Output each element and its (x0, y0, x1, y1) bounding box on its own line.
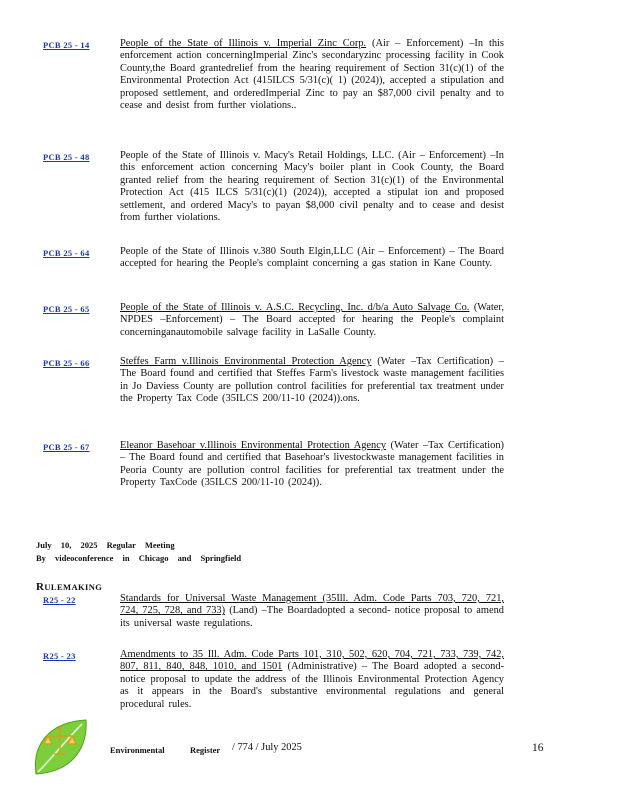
rulemaking-title: Amendments to 35 Ill. Adm. Code Parts 101, 310, 502, 620, 704, 721, 733, 739, 742, 807, 811, 840, 848, 1010, and 1501 (120, 649, 504, 673)
section-heading (36, 581, 102, 593)
case-title: People of the State of Illinois v. Imperial Zinc Corp. (120, 38, 367, 49)
meeting-date: July 10, 2025 Regular Meeting (36, 540, 175, 550)
docket-link[interactable]: R25 - 23 (43, 651, 76, 661)
case-title: People of the State of Illinois v. A.S.C. Recycling, Inc. d/b/a Auto Salvage Co. (120, 302, 470, 313)
entry-body (120, 302, 504, 339)
case-title: People of the State of Illinois v.380 South Elgin,LLC (120, 246, 354, 257)
entry-body (120, 649, 504, 711)
case-title: Steffes Farm v.Illinois Environmental Protection Agency (120, 356, 372, 367)
journal-name-word: Register (190, 745, 221, 755)
entry-body (120, 440, 504, 490)
docket-link[interactable]: PCB 25 - 65 (43, 304, 90, 314)
entry-description: (Air – Enforcement) –In this enforcement action concerning Macy's boiler plant in Cook County, the Board granted relief from the hearing requirement of Section 31(c)(1) of the Environmental Protection Act (415 ILCS 5/31(c)(1) (2024)), accepted a stipulat ion and proposed settlement, and ordered Macy's to payan $8,000 civil penalty and to cease and desist from further violations. (120, 150, 504, 224)
rulemaking-title: Standards for Universal Waste Management (35Ill. Adm. Code Parts 703, 720, 721, 724, 725, 728, and 733) (120, 593, 504, 617)
section-heading-rest: ULEMAKING (44, 582, 103, 592)
docket-link[interactable]: PCB 25 - 48 (43, 152, 90, 162)
docket-link[interactable]: PCB 25 - 67 (43, 442, 90, 452)
entry-body (120, 356, 504, 406)
case-title: People of the State of Illinois v. Macy's Retail Holdings, LLC. (120, 150, 395, 161)
entry-description: (Air – Enforcement) – The Board accepted for hearing the People's complaint concerning a gas station in Kane County. (120, 246, 504, 270)
entry-description: (Air – Enforcement) –In this enforcement action concerningImperial Zinc's secondaryzinc processing facility in Cook County,the Board grantedrelief from the hearing requirement of Section 31(c)(1) of the Environmental Protection Act (415ILCS 5/31(c)( 1) (2024)), accepted a stipulation and proposed settlement, and orderedImperial Zinc to pay an $87,000 civil penalty and to cease and desist from further violations.. (120, 38, 504, 112)
case-title: Eleanor Basehoar v.Illinois Environmental Protection Agency (120, 440, 387, 451)
entry-description: (Water, NPDES –Enforcement) – The Board accepted for hearing the People's complaint concerninganautomobile salvage facility in LaSalle County. (120, 302, 504, 338)
entry-description: (Land) –The Boardadopted a second- notice proposal to amend its universal waste regulations. (120, 605, 504, 629)
entry-body (120, 150, 504, 224)
leaf-scales-logo (30, 716, 90, 778)
docket-link[interactable]: PCB 25 - 66 (43, 358, 90, 368)
docket-link[interactable]: R25 - 22 (43, 595, 76, 605)
entry-body (120, 593, 504, 630)
entry-description: (Water –Tax Certification) – The Board found and certified that Steffes Farm's livestock waste management facilities in Jo Daviess County are pollution control facilities for preferential tax treatment under the Property Tax Code (35ILCS 200/11-10 (2024)).ons. (120, 356, 504, 405)
docket-link[interactable]: PCB 25 - 14 (43, 40, 90, 50)
meeting-location: By videoconference in Chicago and Springfield (36, 553, 242, 563)
entry-body (120, 246, 504, 271)
journal-name-word: Environmental (110, 745, 165, 755)
issue-info: / 774 / July 2025 (232, 742, 302, 753)
entry-description: (Administrative) – The Board adopted a second-notice proposal to update the address of the Illinois Environmental Protection Agency as it appears in the Board's substantive environmental regulations and general procedural rules. (120, 661, 504, 710)
entry-body (120, 38, 504, 112)
section-heading-initial: R (36, 581, 45, 593)
entry-description: (Water –Tax Certification) – The Board found and certified that Basehoar's livestockwaste management facilities in Peoria County are pollution control facilities for preferential tax treatment under the Property TaxCode (35ILCS 200/11-10 (2024)). (120, 440, 504, 489)
page-number: 16 (532, 742, 544, 754)
docket-link[interactable]: PCB 25 - 64 (43, 248, 90, 258)
